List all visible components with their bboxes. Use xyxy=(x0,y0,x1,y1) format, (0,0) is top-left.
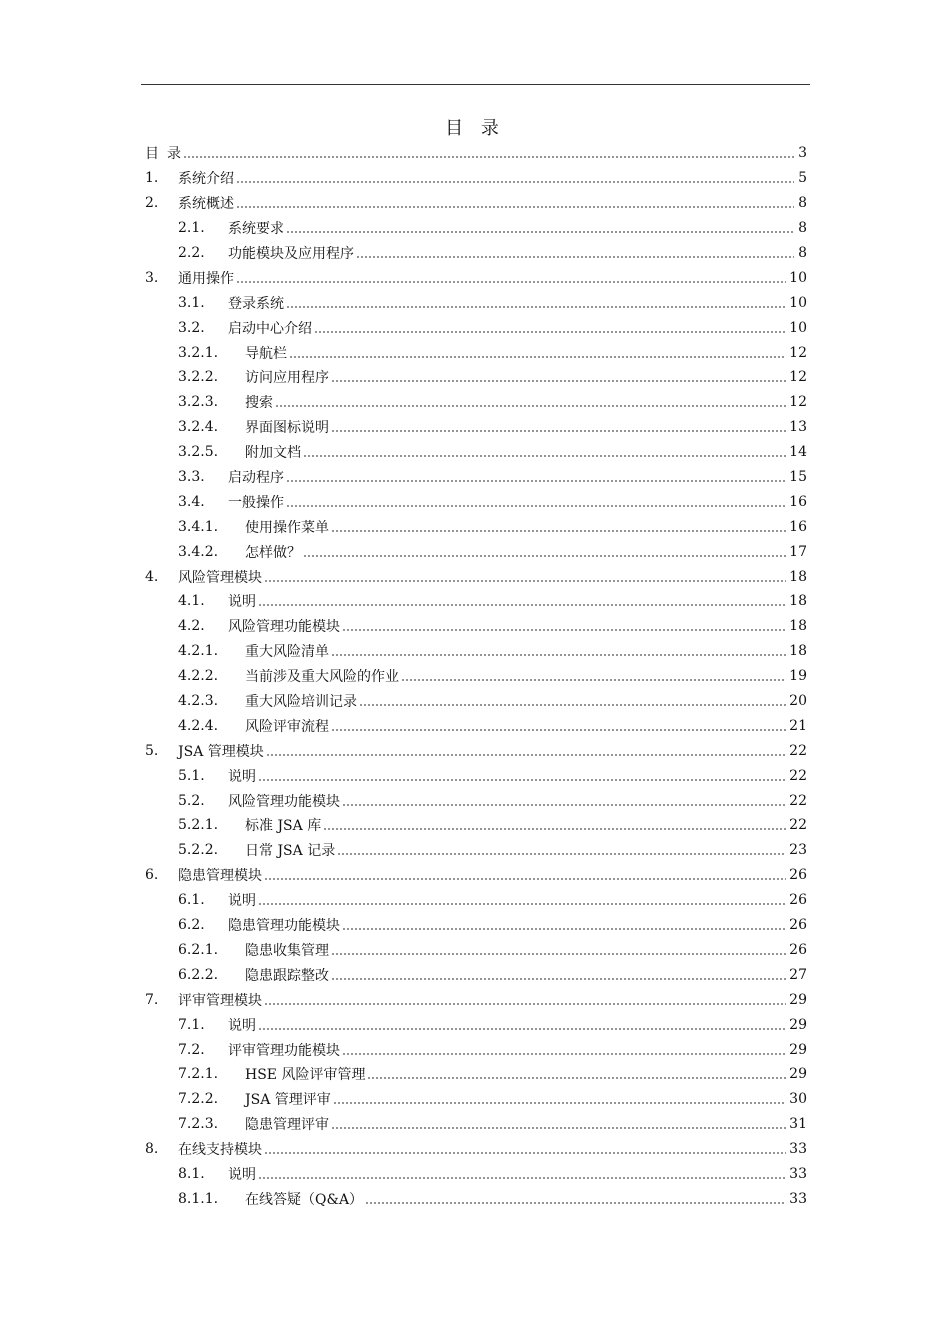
toc-entry-title: 当前涉及重大风险的作业 xyxy=(245,669,399,686)
dot-leader xyxy=(286,480,786,482)
toc-entry-title: 系统概述 xyxy=(178,196,234,213)
header-rule xyxy=(141,84,810,85)
toc-entry-page: 26 xyxy=(789,941,807,958)
toc-entry[interactable] xyxy=(145,913,807,938)
toc-entry-title: 录 xyxy=(167,146,181,163)
toc-entry-title: 重大风险清单 xyxy=(245,644,329,661)
toc-entry-number: 3.4.2. xyxy=(178,543,219,560)
dot-leader xyxy=(286,505,786,507)
dot-leader xyxy=(266,754,786,756)
toc-entry[interactable] xyxy=(145,241,807,266)
toc-entry-page: 16 xyxy=(789,518,807,535)
toc-entry[interactable] xyxy=(145,962,807,987)
toc-entry-number: 3.2.2. xyxy=(178,369,219,386)
toc-entry-title: 系统介绍 xyxy=(178,171,234,188)
dot-leader xyxy=(331,1127,786,1129)
toc-entry-title: 评审管理功能模块 xyxy=(228,1042,340,1059)
toc-entry[interactable] xyxy=(145,664,807,689)
toc-entry-title: 在线支持模块 xyxy=(178,1142,262,1159)
toc-entry-number: 5.2. xyxy=(178,792,205,809)
toc-entry-title: 说明 xyxy=(228,893,256,910)
dot-leader xyxy=(331,380,786,382)
dot-leader xyxy=(367,1077,786,1079)
toc-entry-page: 19 xyxy=(789,668,807,685)
toc-entry-page: 13 xyxy=(789,419,807,436)
dot-leader xyxy=(286,306,786,308)
toc-entry[interactable] xyxy=(145,514,807,539)
dot-leader xyxy=(258,1177,786,1179)
dot-leader xyxy=(323,828,786,830)
toc-entry[interactable] xyxy=(145,639,807,664)
toc-entry-number: 6.1. xyxy=(178,892,205,909)
toc-entry-title: JSA 管理模块 xyxy=(178,743,264,760)
toc-entry-page: 12 xyxy=(789,344,807,361)
toc-entry[interactable] xyxy=(145,1112,807,1137)
toc-entry-title: HSE 风险评审管理 xyxy=(245,1067,366,1084)
toc-entry-page: 12 xyxy=(789,394,807,411)
toc-entry-title: 说明 xyxy=(228,1166,256,1183)
toc-entry[interactable] xyxy=(145,465,807,490)
toc-entry-number: 5.2.1. xyxy=(178,817,219,834)
toc-entry-page: 26 xyxy=(789,917,807,934)
toc-entry[interactable] xyxy=(145,390,807,415)
dot-leader xyxy=(342,804,786,806)
toc-entry[interactable] xyxy=(145,713,807,738)
toc-entry-page: 5 xyxy=(798,170,807,187)
dot-leader xyxy=(289,356,786,358)
toc-entry-number: 4.2.3. xyxy=(178,693,219,710)
toc-entry-page: 22 xyxy=(789,742,807,759)
dot-leader xyxy=(337,853,786,855)
toc-entry[interactable] xyxy=(145,315,807,340)
toc-entry-title: 隐患收集管理 xyxy=(245,942,329,959)
toc-entry-title: 登录系统 xyxy=(228,295,284,312)
dot-leader xyxy=(342,1053,786,1055)
toc-entry-page: 15 xyxy=(789,469,807,486)
toc-entry-page: 18 xyxy=(789,593,807,610)
toc-entry-number: 3.3. xyxy=(178,469,205,486)
toc-entry[interactable] xyxy=(145,738,807,763)
toc-entry-page: 29 xyxy=(789,1066,807,1083)
dot-leader xyxy=(331,654,786,656)
toc-entry[interactable] xyxy=(145,788,807,813)
toc-entry[interactable] xyxy=(145,689,807,714)
toc-entry-page: 22 xyxy=(789,817,807,834)
toc-entry-number: 8. xyxy=(145,1141,159,1158)
toc-entry-page: 22 xyxy=(789,767,807,784)
toc-entry[interactable] xyxy=(145,614,807,639)
dot-leader xyxy=(342,928,786,930)
toc-entry-page: 33 xyxy=(789,1190,807,1207)
toc-entry-number: 6.2.1. xyxy=(178,941,219,958)
toc-entry-page: 31 xyxy=(789,1116,807,1133)
toc-entry[interactable] xyxy=(145,489,807,514)
toc-entry[interactable] xyxy=(145,863,807,888)
toc-entry-number: 6.2. xyxy=(178,917,205,934)
toc-entry-title: 界面图标说明 xyxy=(245,420,329,437)
toc-entry[interactable] xyxy=(145,589,807,614)
toc-entry-page: 18 xyxy=(789,568,807,585)
toc-entry-title: 一般操作 xyxy=(228,494,284,511)
toc-entry-number: 8.1. xyxy=(178,1165,205,1182)
toc-entry-page: 33 xyxy=(789,1141,807,1158)
toc-entry-number: 3.2.5. xyxy=(178,444,219,461)
toc-entry-title: 日常 JSA 记录 xyxy=(245,843,336,860)
toc-entry-number: 7.2. xyxy=(178,1041,205,1058)
toc-entry-title: 通用操作 xyxy=(178,270,234,287)
dot-leader xyxy=(314,331,786,333)
toc-entry[interactable] xyxy=(145,1186,807,1211)
toc-entry-number: 2. xyxy=(145,195,159,212)
dot-leader xyxy=(258,779,786,781)
toc-entry-page: 10 xyxy=(789,269,807,286)
toc-entry-title: 使用操作菜单 xyxy=(245,519,329,536)
dot-leader xyxy=(275,405,786,407)
toc-entry-title: 隐患管理模块 xyxy=(178,868,262,885)
toc-entry-number: 3.4. xyxy=(178,493,205,510)
toc-entry[interactable] xyxy=(145,166,807,191)
toc-entry-number: 1. xyxy=(145,170,159,187)
toc-entry-title: 怎样做？ xyxy=(245,544,301,561)
toc-entry[interactable] xyxy=(145,564,807,589)
toc-entry-title: 系统要求 xyxy=(228,221,284,238)
toc-entry-number: 7.2.1. xyxy=(178,1066,219,1083)
dot-leader xyxy=(333,1102,786,1104)
toc-entry-page: 20 xyxy=(789,693,807,710)
dot-leader xyxy=(331,430,786,432)
dot-leader xyxy=(258,1028,786,1030)
toc-entry[interactable] xyxy=(145,1012,807,1037)
toc-entry-number: 3.2.3. xyxy=(178,394,219,411)
toc-entry[interactable] xyxy=(145,1137,807,1162)
toc-entry-number: 4.2.1. xyxy=(178,643,219,660)
toc-entry-number: 3.2.1. xyxy=(178,344,219,361)
toc-entry[interactable] xyxy=(145,191,807,216)
dot-leader xyxy=(365,1202,786,1204)
toc-entry-page: 17 xyxy=(789,543,807,560)
toc-entry-page: 14 xyxy=(789,444,807,461)
toc-entry-title: 隐患管理评审 xyxy=(245,1117,329,1134)
dot-leader xyxy=(303,455,786,457)
toc-entry-title: 说明 xyxy=(228,768,256,785)
toc-entry-number: 3.2. xyxy=(178,319,205,336)
toc-entry-number: 7. xyxy=(145,991,159,1008)
toc-entry[interactable] xyxy=(145,938,807,963)
toc-entry[interactable] xyxy=(145,539,807,564)
toc-entry[interactable] xyxy=(145,440,807,465)
toc-entry-page: 26 xyxy=(789,892,807,909)
dot-leader xyxy=(236,206,794,208)
toc-entry[interactable] xyxy=(145,838,807,863)
toc-entry-title: 导航栏 xyxy=(245,345,287,362)
toc-entry-number: 3.4.1. xyxy=(178,518,219,535)
toc-entry-number: 3. xyxy=(145,269,159,286)
toc-entry-number: 2.1. xyxy=(178,220,205,237)
dot-leader xyxy=(264,878,786,880)
toc-entry-number: 5.1. xyxy=(178,767,205,784)
toc-entry-title: 启动中心介绍 xyxy=(228,320,312,337)
toc-entry-number: 5. xyxy=(145,742,159,759)
toc-entry-title: 隐患管理功能模块 xyxy=(228,918,340,935)
toc-entry-title: 风险管理功能模块 xyxy=(228,793,340,810)
toc-entry-page: 16 xyxy=(789,493,807,510)
toc-entry-number: 7.1. xyxy=(178,1016,205,1033)
toc-entry-title: 功能模块及应用程序 xyxy=(228,246,354,262)
toc-entry-number: 4.2.4. xyxy=(178,717,219,734)
toc-entry[interactable] xyxy=(145,888,807,913)
toc-entry-page: 29 xyxy=(789,1041,807,1058)
toc-entry-number: 6. xyxy=(145,867,159,884)
table-of-contents xyxy=(145,141,807,1211)
toc-entry[interactable] xyxy=(145,987,807,1012)
dot-leader xyxy=(356,256,794,258)
toc-entry-page: 8 xyxy=(798,195,807,212)
toc-entry-page: 18 xyxy=(789,618,807,635)
toc-entry[interactable] xyxy=(145,141,807,166)
dot-leader xyxy=(331,729,786,731)
toc-entry-title: 风险管理模块 xyxy=(178,569,262,586)
toc-entry-title: 在线答疑（Q&A） xyxy=(245,1191,364,1208)
toc-entry-title: 评审管理模块 xyxy=(178,992,262,1009)
toc-entry-page: 21 xyxy=(789,717,807,734)
toc-entry-number: 4.1. xyxy=(178,593,205,610)
toc-entry-title: 启动程序 xyxy=(228,470,284,487)
dot-leader xyxy=(236,181,794,183)
toc-entry-page: 23 xyxy=(789,842,807,859)
toc-entry[interactable] xyxy=(145,1037,807,1062)
toc-heading: 目 录 xyxy=(445,118,505,139)
toc-entry[interactable] xyxy=(145,1162,807,1187)
toc-entry-number: 8.1.1. xyxy=(178,1190,219,1207)
toc-entry-number: 4.2. xyxy=(178,618,205,635)
dot-leader xyxy=(264,1003,786,1005)
toc-entry-title: 标准 JSA 库 xyxy=(245,818,322,835)
dot-leader xyxy=(183,156,794,158)
toc-entry-page: 3 xyxy=(798,145,807,162)
toc-entry[interactable] xyxy=(145,763,807,788)
toc-entry-number: 7.2.2. xyxy=(178,1091,219,1108)
toc-entry-number: 2.2. xyxy=(178,245,205,261)
toc-entry-page: 8 xyxy=(798,220,807,237)
toc-entry-page: 29 xyxy=(789,1016,807,1033)
toc-entry-page: 29 xyxy=(789,991,807,1008)
toc-entry[interactable] xyxy=(145,365,807,390)
dot-leader xyxy=(264,1152,786,1154)
dot-leader xyxy=(258,604,786,606)
toc-entry-number: 5.2.2. xyxy=(178,842,219,859)
toc-entry-page: 10 xyxy=(789,294,807,311)
toc-entry-page: 18 xyxy=(789,643,807,660)
dot-leader xyxy=(359,704,786,706)
dot-leader xyxy=(303,555,786,557)
toc-entry-number: 目 xyxy=(145,146,159,163)
toc-entry-number: 4. xyxy=(145,568,159,585)
toc-entry-number: 6.2.2. xyxy=(178,966,219,983)
toc-entry-page: 26 xyxy=(789,867,807,884)
toc-entry-page: 12 xyxy=(789,369,807,386)
toc-entry[interactable] xyxy=(145,265,807,290)
toc-entry-title: 隐患跟踪整改 xyxy=(245,967,329,984)
toc-entry[interactable] xyxy=(145,216,807,241)
toc-entry-title: 说明 xyxy=(228,594,256,611)
dot-leader xyxy=(258,903,786,905)
toc-entry-page: 8 xyxy=(798,245,807,261)
toc-entry-page: 33 xyxy=(789,1165,807,1182)
toc-entry-title: 重大风险培训记录 xyxy=(245,694,357,711)
toc-entry-number: 4.2.2. xyxy=(178,668,219,685)
dot-leader xyxy=(401,679,786,681)
toc-entry[interactable] xyxy=(145,415,807,440)
dot-leader xyxy=(264,580,786,582)
toc-entry-title: 搜索 xyxy=(245,395,273,412)
toc-entry-title: 说明 xyxy=(228,1017,256,1034)
toc-entry-number: 3.2.4. xyxy=(178,419,219,436)
toc-entry-title: 风险管理功能模块 xyxy=(228,619,340,636)
toc-entry[interactable] xyxy=(145,1087,807,1112)
dot-leader xyxy=(331,978,786,980)
dot-leader xyxy=(331,953,786,955)
toc-entry-page: 22 xyxy=(789,792,807,809)
toc-entry[interactable] xyxy=(145,340,807,365)
toc-entry-page: 10 xyxy=(789,319,807,336)
dot-leader xyxy=(286,231,794,233)
toc-entry-title: 附加文档 xyxy=(245,445,301,462)
toc-entry-page: 27 xyxy=(789,966,807,983)
dot-leader xyxy=(342,629,786,631)
toc-entry-page: 30 xyxy=(789,1091,807,1108)
toc-entry-number: 3.1. xyxy=(178,294,205,311)
toc-entry-title: JSA 管理评审 xyxy=(245,1092,331,1109)
toc-entry-title: 访问应用程序 xyxy=(245,370,329,387)
toc-entry[interactable] xyxy=(145,813,807,838)
toc-entry-title: 风险评审流程 xyxy=(245,718,329,735)
toc-entry-number: 7.2.3. xyxy=(178,1116,219,1133)
toc-entry[interactable] xyxy=(145,1062,807,1087)
dot-leader xyxy=(331,530,786,532)
toc-entry[interactable] xyxy=(145,290,807,315)
dot-leader xyxy=(236,281,786,283)
